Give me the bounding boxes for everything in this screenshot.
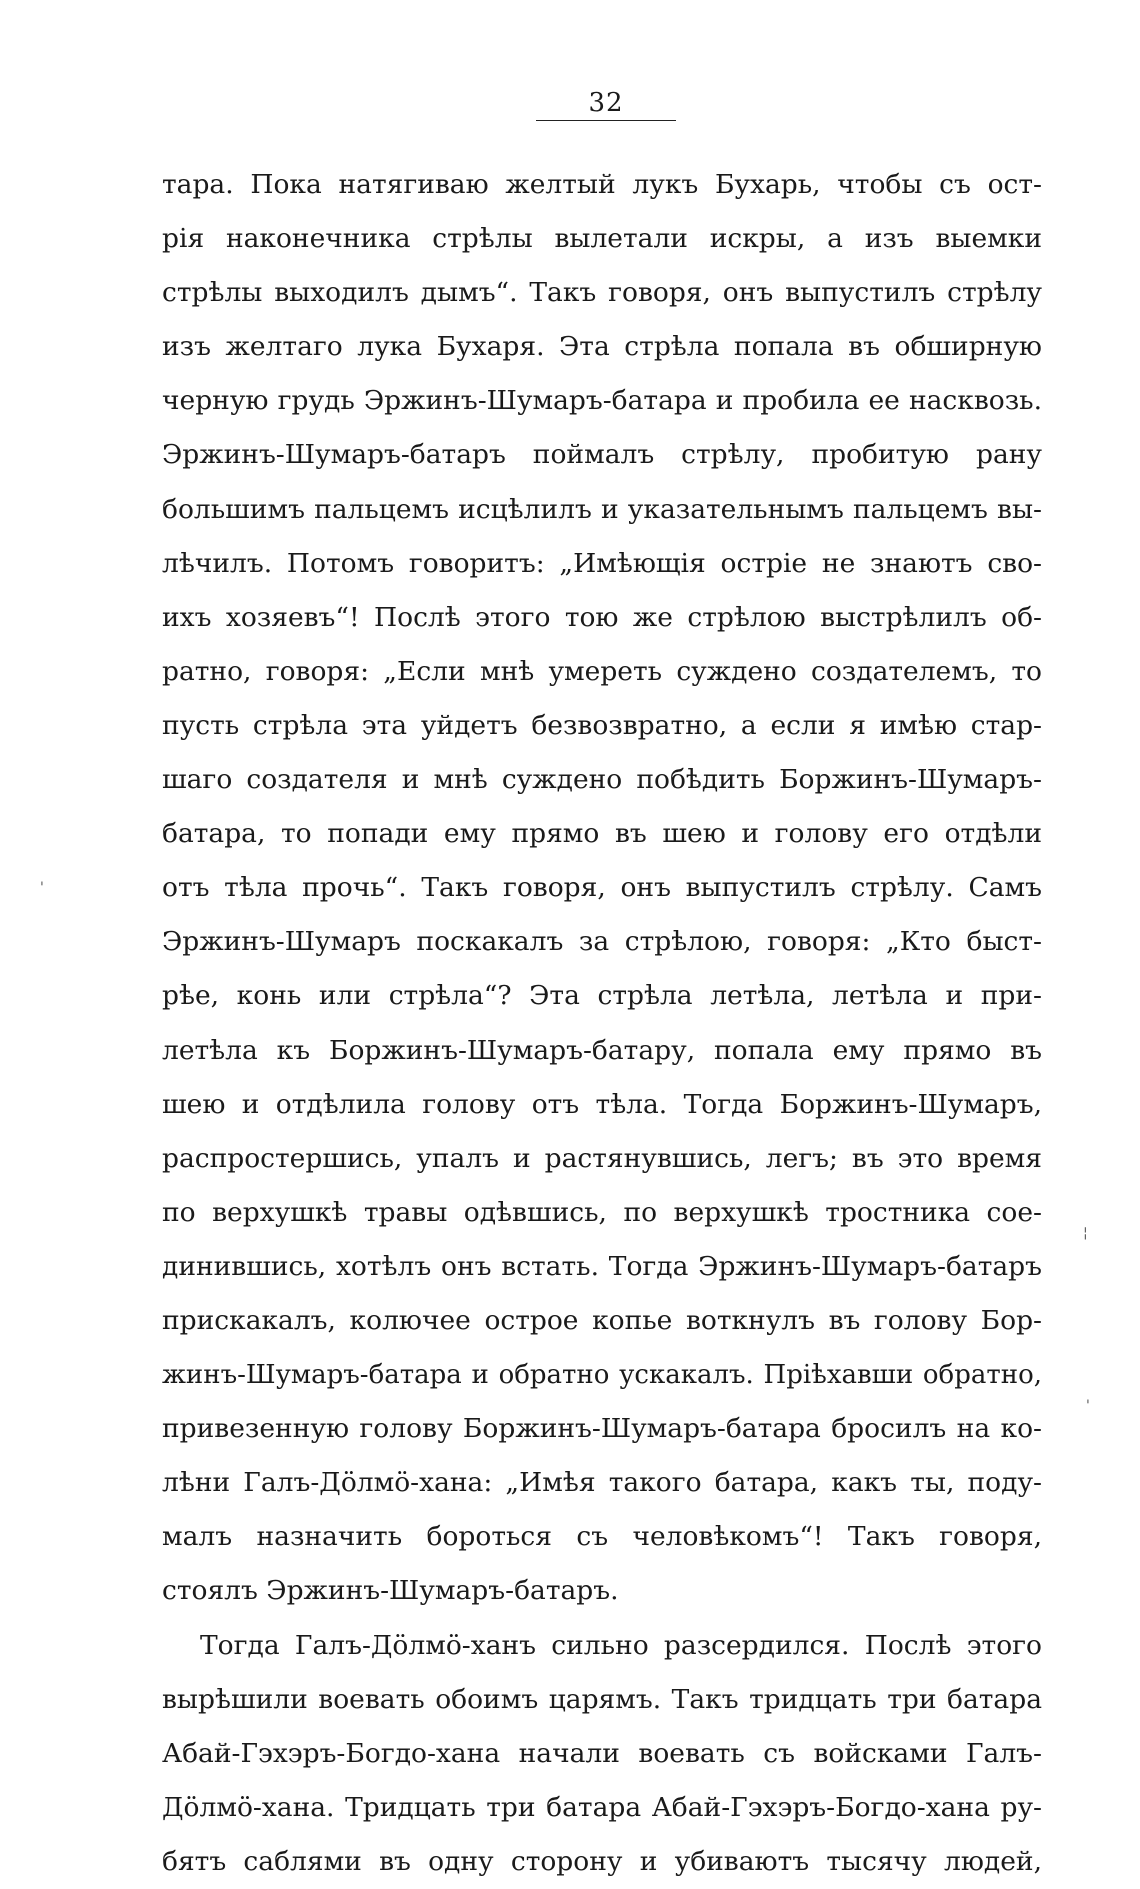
text-line: рѣе, конь или стрѣла“? Эта стрѣла летѣла, летѣла и при- [162,980,1042,1012]
text-line: тара. Пока натягиваю желтый лукъ Бухарь, чтобы съ ост- [162,169,1042,200]
text-line: батара, то попади ему прямо въ шею и голову его отдѣли [162,818,1042,850]
page-number: 32 [588,88,624,118]
text-line: пусть стрѣла эта уйдетъ безвозвратно, а если я имѣю стар- [162,709,1042,741]
paragraph-2 [162,1619,1042,1889]
page-text [162,158,1042,1889]
text-line: ратно, говоря: „Если мнѣ умереть суждено создателемъ, то [162,655,1042,687]
scan-speck: ¦ [1083,1225,1088,1241]
text-line: прискакалъ, колючее острое копье воткнулъ въ голову Бор- [162,1304,1042,1336]
text-line: Абай-Гэхэръ-Богдо-хана начали воевать съ войсками Галъ- [162,1737,1042,1769]
text-line: стоялъ Эржинъ-Шумаръ-батаръ. [162,1575,619,1607]
text-line: шею и отдѣлила голову отъ тѣла. Тогда Боржинъ-Шумаръ, [162,1088,1042,1120]
scan-speck: ' [40,880,44,896]
text-line: изъ желтаго лука Бухаря. Эта стрѣла попала въ обширную [162,331,1042,363]
text-line: динившись, хотѣлъ онъ встать. Тогда Эржинъ-Шумаръ-батаръ [162,1250,1042,1282]
text-line: жинъ-Шумаръ-батара и обратно ускакалъ. Прiѣхавши обратно, [162,1360,1042,1391]
scan-speck: ' [1086,1398,1090,1414]
text-line: распростершись, упалъ и растянувшись, легъ; въ это время [162,1142,1042,1174]
text-line: Дöлмö-хана. Тридцать три батара Абай-Гэхэръ-Богдо-хана ру- [162,1791,1042,1823]
text-line: большимъ пальцемъ исцѣлилъ и указательнымъ пальцемъ вы- [162,493,1042,525]
text-line: бятъ саблями въ одну сторону и убиваютъ тысячу людей, [162,1845,1042,1877]
text-line: Тогда Галъ-Дöлмö-ханъ сильно разсердился. Послѣ этого [200,1629,1042,1661]
text-line: привезенную голову Боржинъ-Шумаръ-батара бросилъ на ко- [162,1413,1042,1445]
text-line: лѣчилъ. Потомъ говоритъ: „Имѣющiя остріе не знаютъ сво- [162,547,1042,579]
text-line: по верхушкѣ травы одѣвшись, по верхушкѣ тростника сое- [162,1196,1042,1228]
text-line: ихъ хозяевъ“! Послѣ этого тою же стрѣлою выстрѣлилъ об- [162,601,1042,633]
text-line: летѣла къ Боржинъ-Шумаръ-батару, попала ему прямо въ [162,1034,1042,1066]
text-line: Эржинъ-Шумаръ поскакалъ за стрѣлою, говоря: „Кто быст- [162,926,1042,958]
text-line: вырѣшили воевать обоимъ царямъ. Такъ тридцать три батара [162,1683,1042,1715]
text-line: стрѣлы выходилъ дымъ“. Такъ говоря, онъ выпустилъ стрѣлу [162,277,1042,309]
text-line: шаго создателя и мнѣ суждено побѣдить Боржинъ-Шумаръ- [162,764,1042,796]
text-line: рiя наконечника стрѣлы вылетали искры, а изъ выемки [162,223,1042,255]
text-line: Эржинъ-Шумаръ-батаръ поймалъ стрѣлу, пробитую рану [162,439,1042,471]
paragraph-1 [162,158,1042,1619]
page-number-rule [536,120,676,121]
text-line: малъ назначить бороться съ человѣкомъ“! Такъ говоря, [162,1521,1042,1553]
text-line: лѣни Галъ-Дöлмö-хана: „Имѣя такого батара, какъ ты, поду- [162,1467,1042,1499]
text-line: отъ тѣла прочь“. Такъ говоря, онъ выпустилъ стрѣлу. Самъ [162,872,1042,904]
text-line: черную грудь Эржинъ-Шумаръ-батара и пробила ее насквозь. [162,385,1042,417]
